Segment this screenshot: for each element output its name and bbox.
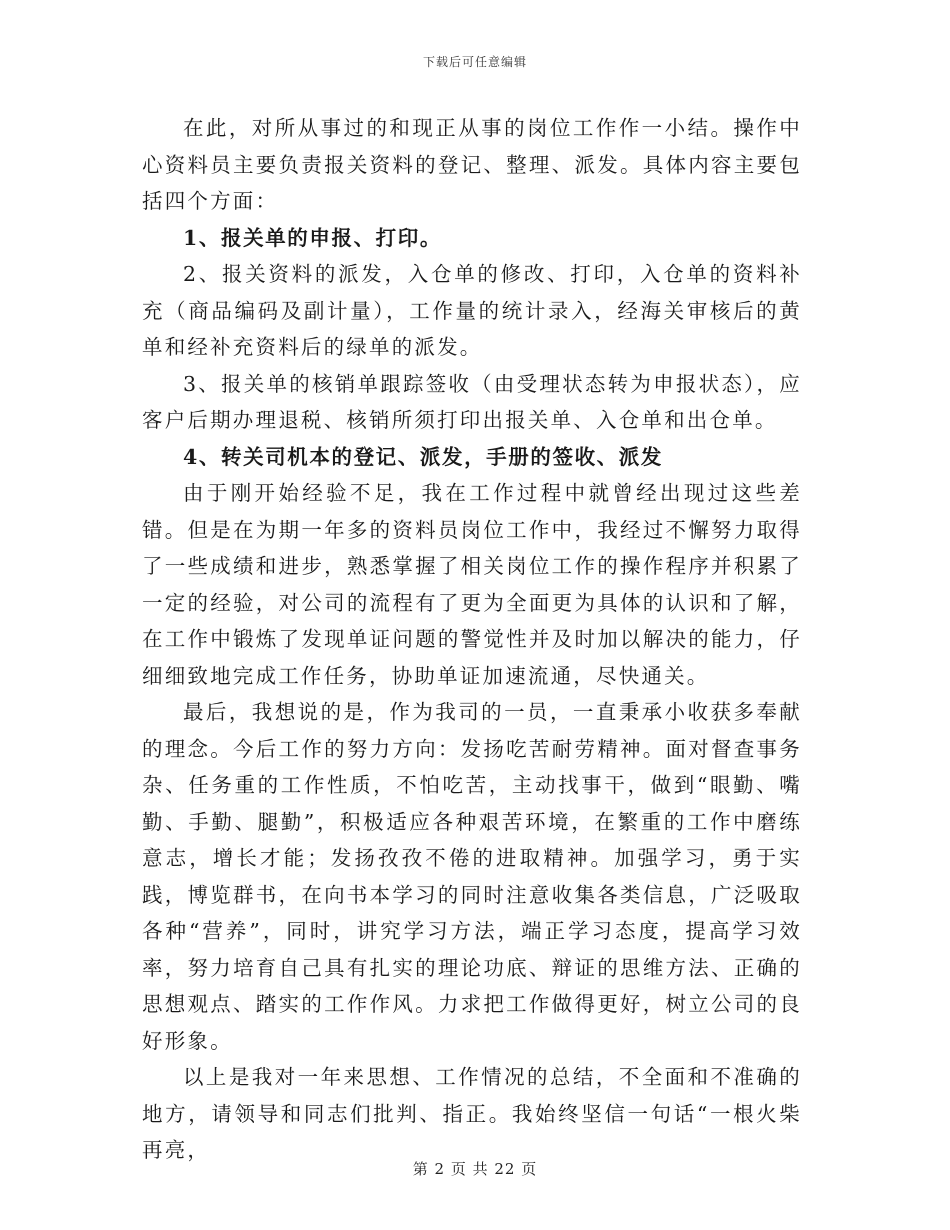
paragraph-experience: 由于刚开始经验不足，我在工作过程中就曾经出现过这些差错。但是在为期一年多的资料员岗位工作中，我经过不懈努力取得了一些成绩和进步，熟悉掌握了相关岗位工作的操作程序并积累了一定的经验，对公司的流程有了更为全面更为具体的认识和了解，在工作中锻炼了发现单证问题的警觉性并及时加以解决的能力，仔细细致地完成工作任务，协助单证加速流通，尽快通关。 — [142, 481, 802, 688]
paragraph-conclusion: 以上是我对一年来思想、工作情况的总结，不全面和不准确的地方，请领导和同志们批判、指正。我始终坚信一句话“一根火柴再亮， — [142, 1065, 802, 1162]
page-header-note: 下载后可任意编辑 — [422, 55, 527, 69]
paragraph-intro: 在此，对所从事过的和现正从事的岗位工作作一小结。操作中心资料员主要负责报关资料的登记、整理、派发。具体内容主要包括四个方面： — [142, 116, 802, 213]
paragraph-item-4: 4、转关司机本的登记、派发，手册的签收、派发 — [183, 444, 663, 469]
paragraph-direction: 最后，我想说的是，作为我司的一员，一直秉承小收获多奉献的理念。今后工作的努力方向：发扬吃苦耐劳精神。面对督查事务杂、任务重的工作性质，不怕吃苦，主动找事干，做到“眼勤、嘴勤、手勤、腿勤”，积极适应各种艰苦环境，在繁重的工作中磨练意志，增长才能；发扬孜孜不倦的进取精神。加强学习，勇于实践，博览群书，在向书本学习的同时注意收集各类信息，广泛吸取各种“营养”，同时，讲究学习方法，端正学习态度，提高学习效率，努力培育自己具有扎实的理论功底、辩证的思维方法、正确的思想观点、踏实的工作作风。力求把工作做得更好，树立公司的良好形象。 — [142, 700, 802, 1053]
document-body — [142, 110, 802, 1169]
page-number: 第 2 页 共 22 页 — [412, 1160, 538, 1178]
paragraph-item-1: 1、报关单的申报、打印。 — [183, 225, 442, 250]
paragraph-item-2: 2、报关资料的派发，入仓单的修改、打印，入仓单的资料补充（商品编码及副计量），工作量的统计录入，经海关审核后的黄单和经补充资料后的绿单的派发。 — [142, 262, 802, 359]
paragraph-item-3: 3、报关单的核销单跟踪签收（由受理状态转为申报状态），应客户后期办理退税、核销所须打印出报关单、入仓单和出仓单。 — [142, 371, 802, 432]
